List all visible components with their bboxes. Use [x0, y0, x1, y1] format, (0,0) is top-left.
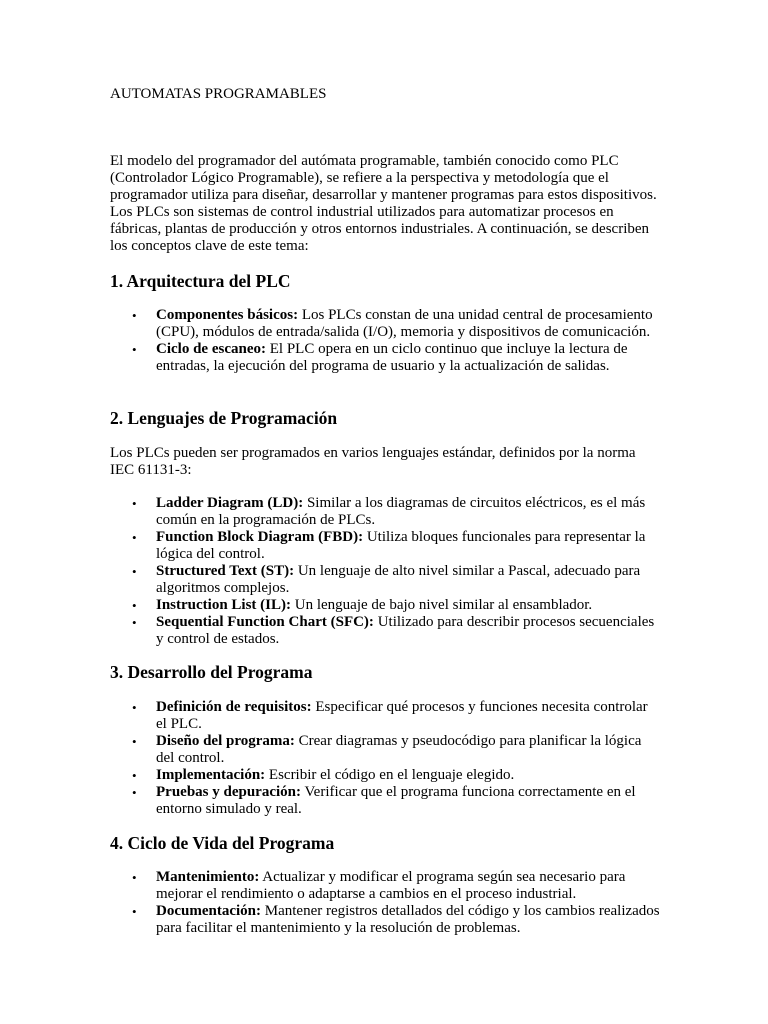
item-text: Actualizar y modificar el programa según sea necesario para mejorar el rendimiento o adaptarse a cambios en el proceso industrial. — [156, 869, 626, 902]
bullet-icon: • — [132, 615, 137, 630]
list-item — [132, 784, 662, 818]
bullet-list-lenguajes — [132, 495, 662, 648]
bullet-icon: • — [132, 598, 137, 613]
section-heading-lenguajes: 2. Lenguajes de Programación — [110, 408, 338, 428]
bullet-icon: • — [132, 768, 137, 783]
list-item — [132, 903, 662, 937]
bullet-icon: • — [132, 496, 137, 511]
bullet-icon: • — [132, 564, 137, 579]
list-item — [132, 614, 662, 648]
item-term: Implementación: — [156, 767, 266, 783]
bullet-list-desarrollo — [132, 699, 662, 818]
item-text: Mantener registros detallados del código y los cambios realizados para facilitar el mantenimiento y la resolución de problemas. — [156, 903, 660, 936]
item-term: Pruebas y depuración: — [156, 784, 302, 800]
item-text: Un lenguaje de bajo nivel similar al ensamblador. — [291, 597, 593, 613]
bullet-list-arquitectura — [132, 307, 662, 375]
item-text: Utilizado para describir procesos secuenciales y control de estados. — [156, 614, 655, 647]
list-item — [132, 529, 662, 563]
item-term: Ciclo de escaneo: — [156, 341, 266, 357]
bullet-icon: • — [132, 785, 137, 800]
list-item — [132, 597, 662, 614]
item-text: El PLC opera en un ciclo continuo que incluye la lectura de entradas, la ejecución del programa de usuario y la actualización de salidas. — [156, 341, 628, 374]
bullet-icon: • — [132, 904, 137, 919]
bullet-list-ciclo-de-vida — [132, 869, 662, 937]
section-heading-ciclo-de-vida: 4. Ciclo de Vida del Programa — [110, 833, 335, 853]
item-term: Diseño del programa: — [156, 733, 295, 749]
item-text: Verificar que el programa funciona correctamente en el entorno simulado y real. — [156, 784, 636, 817]
bullet-icon: • — [132, 700, 137, 715]
document-title: AUTOMATAS PROGRAMABLES — [110, 86, 327, 102]
item-text: Los PLCs constan de una unidad central de procesamiento (CPU), módulos de entrada/salida (I/O), memoria y dispositivos de comunicación. — [156, 307, 653, 340]
item-text: Utiliza bloques funcionales para representar la lógica del control. — [156, 529, 646, 562]
bullet-icon: • — [132, 870, 137, 885]
section-heading-desarrollo: 3. Desarrollo del Programa — [110, 662, 313, 682]
item-term: Sequential Function Chart (SFC): — [156, 614, 374, 630]
item-term: Documentación: — [156, 903, 261, 919]
item-term: Instruction List (IL): — [156, 597, 292, 613]
bullet-icon: • — [132, 530, 137, 545]
item-text: Escribir el código en el lenguaje elegido. — [265, 767, 515, 783]
bullet-icon: • — [132, 734, 137, 749]
section-paragraph-lenguajes: Los PLCs pueden ser programados en varios lenguajes estándar, definidos por la norma IEC 61131-3: — [110, 445, 636, 478]
list-item — [132, 869, 662, 903]
item-term: Function Block Diagram (FBD): — [156, 529, 364, 545]
list-item — [132, 341, 662, 375]
bullet-icon: • — [132, 342, 137, 357]
item-text: Crear diagramas y pseudocódigo para planificar la lógica del control. — [156, 733, 642, 766]
section-heading-arquitectura: 1. Arquitectura del PLC — [110, 271, 291, 291]
list-item — [132, 307, 662, 341]
list-item — [132, 767, 662, 784]
list-item — [132, 495, 662, 529]
bullet-icon: • — [132, 308, 137, 323]
list-item — [132, 733, 662, 767]
item-term: Ladder Diagram (LD): — [156, 495, 304, 511]
intro-paragraph: El modelo del programador del autómata programable, también conocido como PLC (Controlador Lógico Programable), se refiere a la perspectiva y metodología que el programador utiliza para diseñar, desarrollar y mantener programas para estos dispositivos. Los PLCs son sistemas de control industrial utilizados para automatizar procesos en fábricas, plantas de producción y otros entornos industriales. A continuación, se describen los conceptos clave de este tema: — [110, 153, 657, 254]
item-text: Similar a los diagramas de circuitos eléctricos, es el más común en la programación de PLCs. — [156, 495, 646, 528]
item-term: Structured Text (ST): — [156, 563, 295, 579]
item-term: Componentes básicos: — [156, 307, 299, 323]
list-item — [132, 699, 662, 733]
item-term: Mantenimiento: — [156, 869, 260, 885]
item-term: Definición de requisitos: — [156, 699, 312, 715]
item-text: Un lenguaje de alto nivel similar a Pascal, adecuado para algoritmos complejos. — [156, 563, 641, 596]
item-text: Especificar qué procesos y funciones necesita controlar el PLC. — [156, 699, 648, 732]
list-item — [132, 563, 662, 597]
